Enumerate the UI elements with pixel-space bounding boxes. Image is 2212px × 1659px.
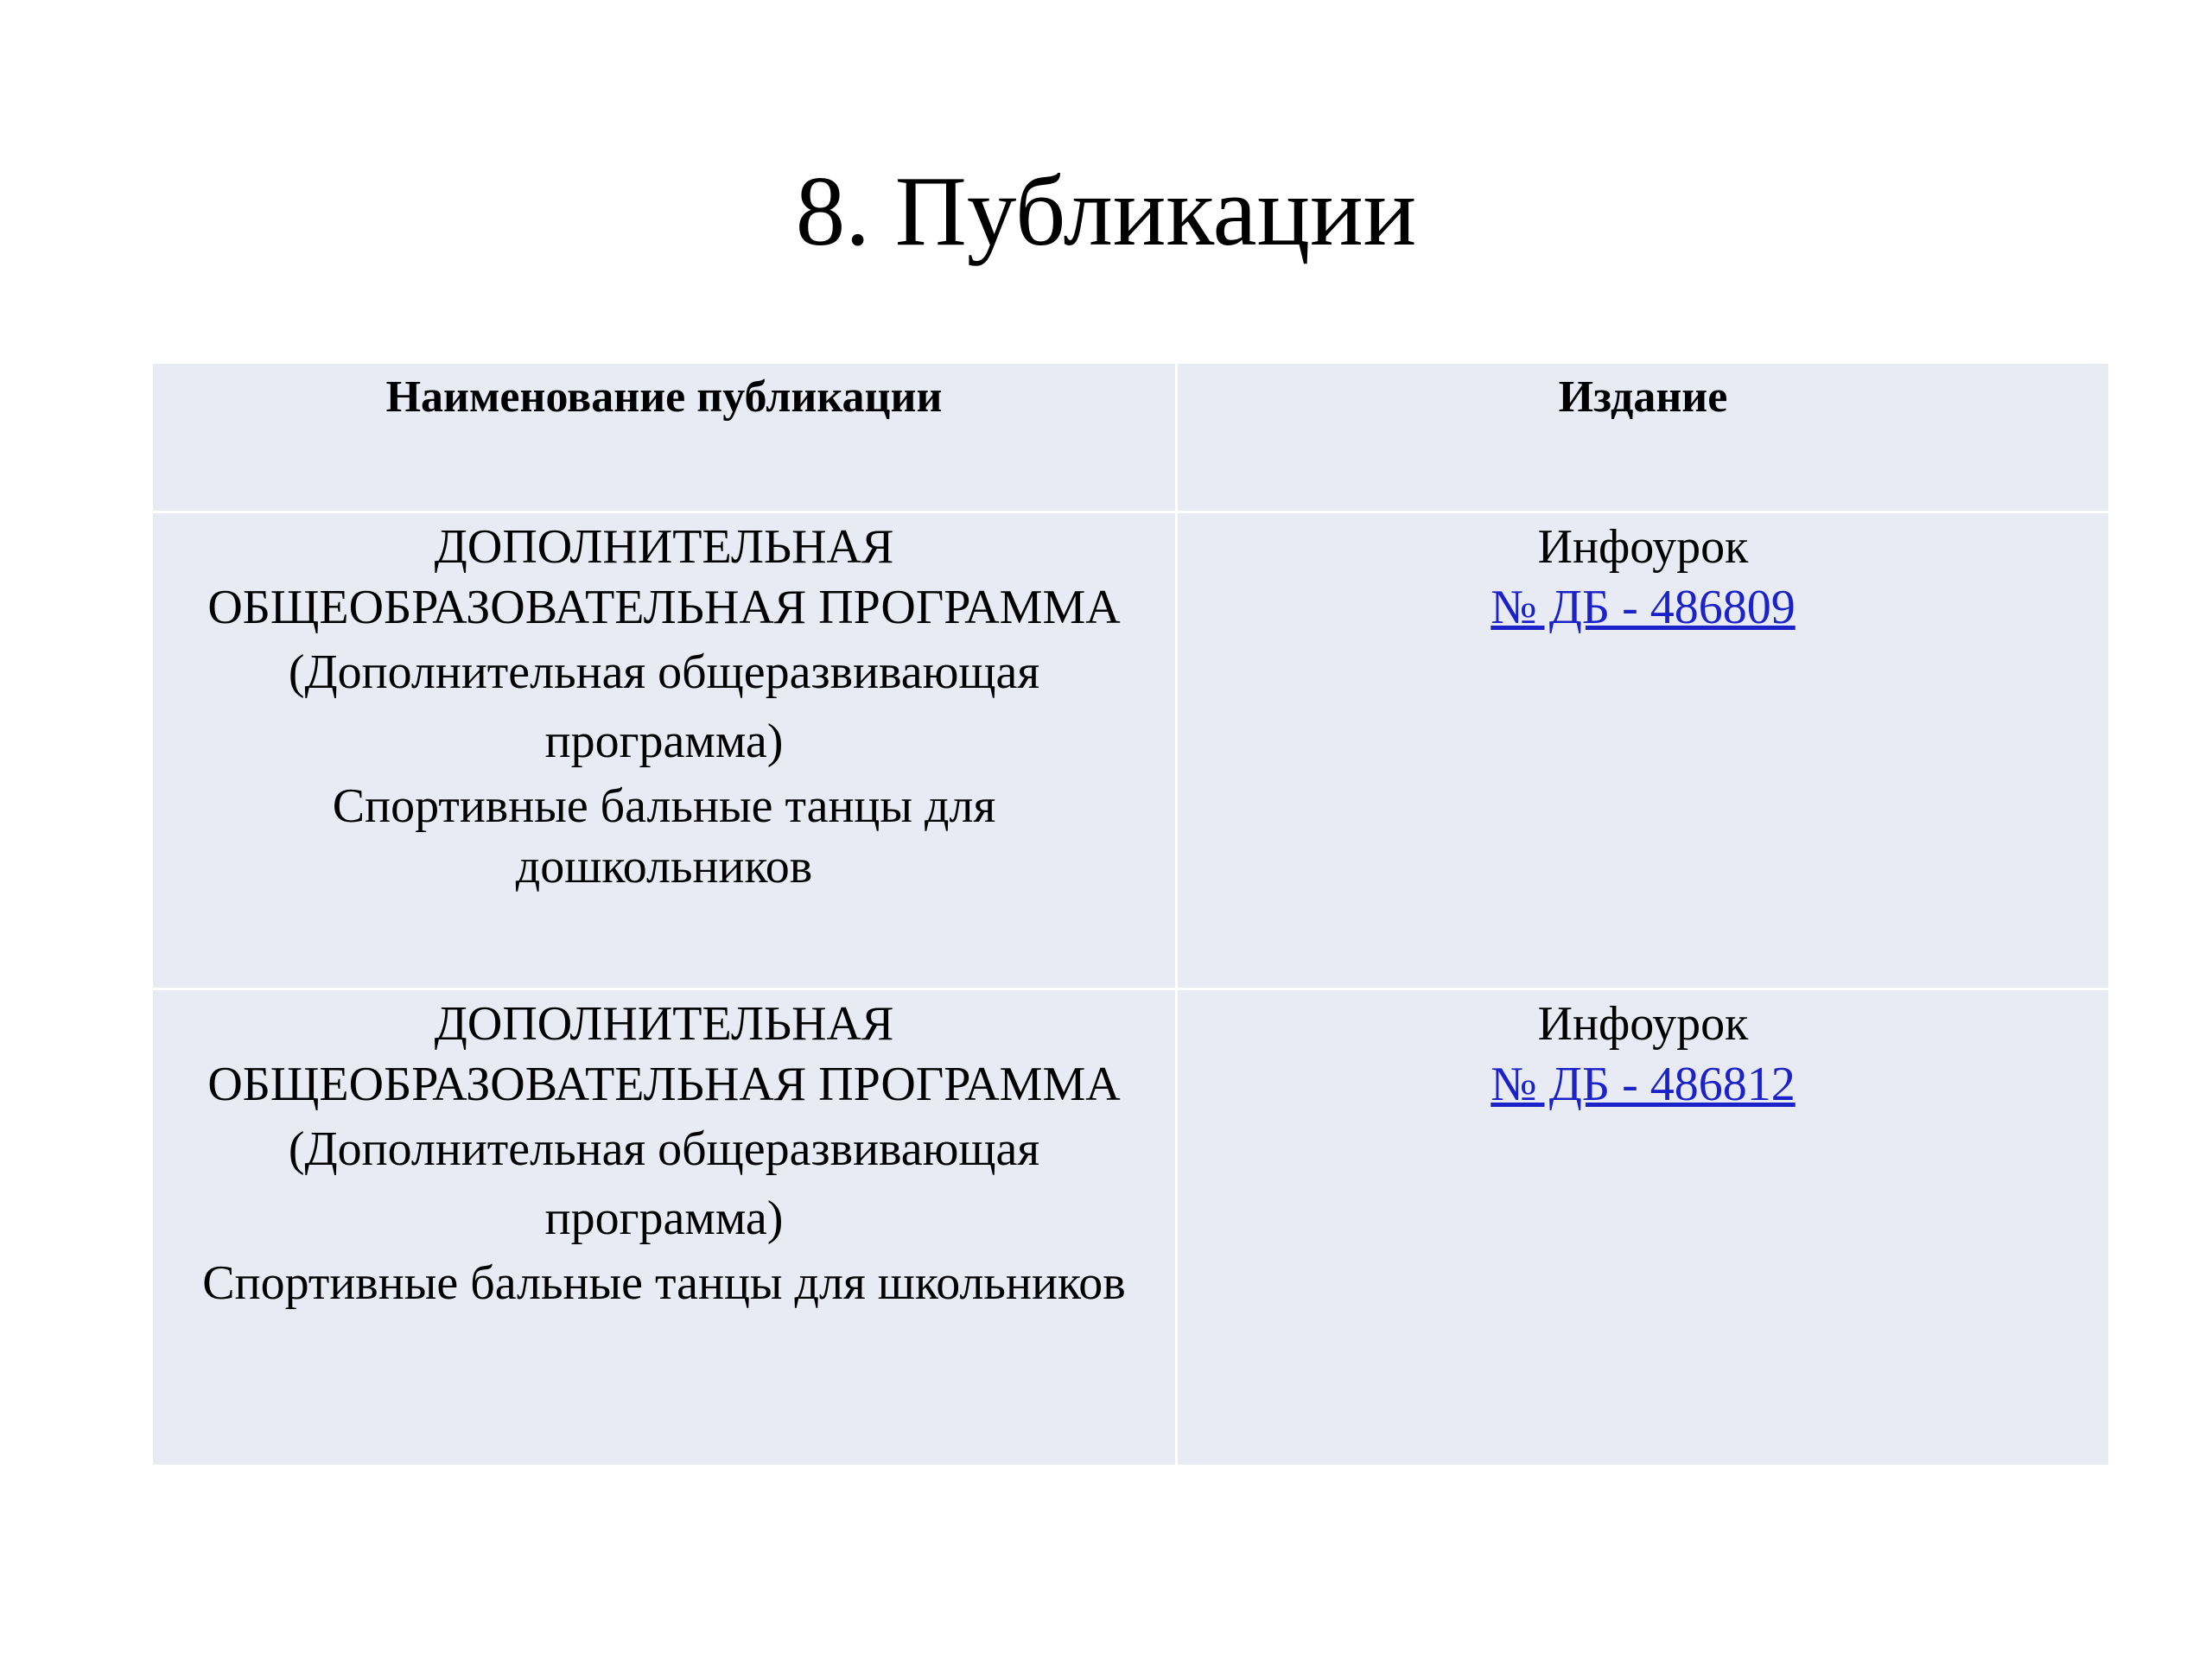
edition-cell (1177, 989, 2110, 1466)
publication-link[interactable]: № ДБ - 486812 (1491, 1058, 1796, 1111)
publications-table (150, 361, 2111, 1467)
table-header-row (152, 363, 2110, 512)
header-publication-name: Наименование публикации (152, 363, 1177, 512)
table-row (152, 512, 2110, 989)
publication-name-line: программа) (544, 1192, 784, 1245)
publication-name-cell (152, 989, 1177, 1466)
publication-name-line: (Дополнительная общеразвивающая (288, 1122, 1040, 1176)
page-title: 8. Публикации (795, 156, 1417, 266)
publication-name-line: Спортивные бальные танцы для школьников (202, 1256, 1126, 1310)
publisher-name: Инфоурок (1537, 997, 1749, 1051)
publication-name-cell (152, 512, 1177, 989)
table-row (152, 989, 2110, 1466)
publication-name-line: ОБЩЕОБРАЗОВАТЕЛЬНАЯ ПРОГРАММА (207, 1058, 1121, 1111)
header-edition: Издание (1177, 363, 2110, 512)
publication-name-line: Спортивные бальные танцы для (332, 779, 996, 833)
publication-name-line: ДОПОЛНИТЕЛЬНАЯ (434, 520, 894, 574)
publication-link[interactable]: № ДБ - 486809 (1491, 581, 1796, 634)
publication-name-line: ОБЩЕОБРАЗОВАТЕЛЬНАЯ ПРОГРАММА (207, 581, 1121, 634)
publication-name-line: (Дополнительная общеразвивающая (288, 645, 1040, 699)
publication-name-line: программа) (544, 715, 784, 768)
edition-cell (1177, 512, 2110, 989)
publication-name-line: ДОПОЛНИТЕЛЬНАЯ (434, 997, 894, 1051)
publication-name-line: дошкольников (515, 840, 813, 893)
publisher-name: Инфоурок (1537, 520, 1749, 574)
